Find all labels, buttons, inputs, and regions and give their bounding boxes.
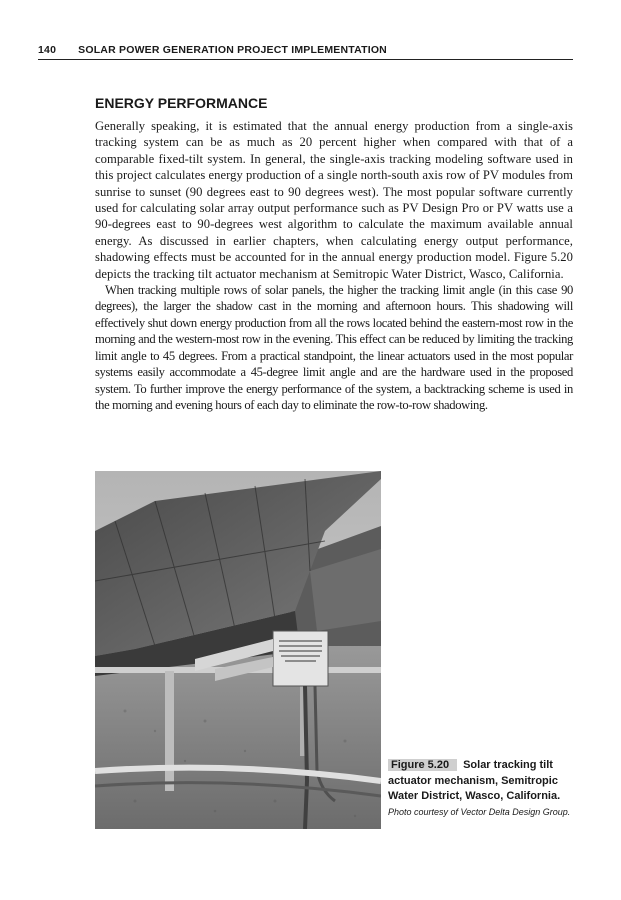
- tracker-photo-illustration: [95, 471, 381, 829]
- figure-credit: Photo courtesy of Vector Delta Design Group.: [388, 806, 571, 817]
- figure-photo: [95, 471, 381, 829]
- paragraph-1: Generally speaking, it is estimated that the annual energy production from a single-axis tracking system can be as much as 20 percent higher when compared with that of a comparable fixed-tilt system. In general, the single-axis tracking modeling software used in this project calculates energy production of a single north-south axis row of PV modules from sunrise to sunset (90 degrees east to 90 degrees west). The most popular software currently used for calculating solar array output performance such as PV Design Pro or PV watts use a 90-degrees east to 90-degrees west algorithm to calculate the maximum available annual energy. As discussed in earlier chapters, when calculating energy output performance, shadowing effects must be accounted for in the annual energy production model. Figure 5.20 depicts the tracking tilt actuator mechanism at Semitropic Water District, Wasco, California.: [95, 119, 573, 281]
- figure-label: Figure 5.20: [388, 759, 457, 771]
- running-head: [38, 44, 573, 60]
- running-title: SOLAR POWER GENERATION PROJECT IMPLEMENTATION: [78, 44, 387, 56]
- figure-title: Solar tracking tilt actuator mechanism, Semitropic Water District, Wasco, California.: [388, 759, 561, 802]
- page-number: 140: [38, 44, 57, 56]
- section-heading: ENERGY PERFORMANCE: [95, 95, 268, 111]
- body-text: [95, 118, 573, 413]
- figure-caption: [388, 758, 578, 820]
- paragraph-2: When tracking multiple rows of solar panels, the higher the tracking limit angle (in this case 90 degrees), the larger the shadow cast in the morning and afternoon hours. This shadowing will effectively shut down energy production from all the rows located behind the eastern-most row in the morning and the western-most row in the evening. This effect can be reduced by limiting the tracking limit angle to 45 degrees. From a practical standpoint, the linear actuators used in the most popular systems easily accommodate a 45-degree limit angle and are the hardware used in the proposed system. To further improve the energy performance of the system, a backtracking scheme is used in the morning and evening hours of each day to eliminate the row-to-row shadowing.: [95, 283, 573, 412]
